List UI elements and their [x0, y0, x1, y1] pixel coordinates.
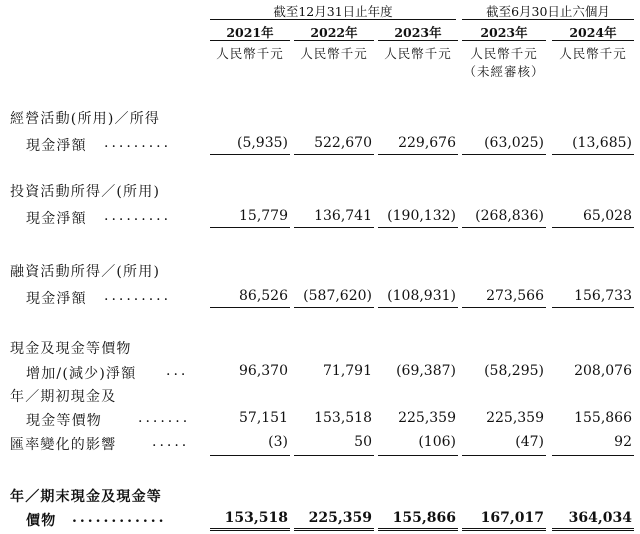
column-year-rule: [462, 40, 546, 41]
column-unit: 人民幣千元: [300, 46, 368, 61]
total-rule: [294, 154, 374, 155]
value-2023: (106): [418, 434, 456, 450]
total-rule: [378, 307, 458, 308]
value-2021: 96,370: [239, 363, 288, 379]
leader-dots: .........: [104, 135, 172, 151]
row-label-line2: 現金淨額: [26, 291, 87, 307]
row-label-line1: 融資活動所得／(所用): [10, 264, 161, 280]
value-2022: (587,620): [303, 288, 372, 304]
total-rule: [378, 227, 458, 228]
leader-dots: .....: [152, 434, 190, 450]
value-2023: (108,931): [387, 288, 456, 304]
group-title-six-months-rule: [462, 19, 634, 20]
total-rule: [552, 227, 634, 228]
leader-dots: ............: [72, 510, 167, 526]
value-2023: 229,676: [398, 135, 456, 151]
value-2023-h1: (58,295): [484, 363, 544, 379]
grand-total-rule: [462, 528, 546, 531]
value-2023-h1: (63,025): [484, 135, 544, 151]
leader-dots: .......: [138, 410, 191, 426]
value-2023-h1: 167,017: [480, 510, 544, 526]
total-rule: [210, 307, 290, 308]
total-rule: [210, 154, 290, 155]
leader-dots: .........: [104, 288, 172, 304]
value-2022: 153,518: [314, 410, 372, 426]
column-year: 2023年: [480, 25, 528, 40]
total-rule: [294, 455, 374, 456]
grand-total-rule: [378, 528, 458, 531]
value-2021: 15,779: [239, 208, 288, 224]
column-year: 2022年: [310, 25, 358, 40]
column-unit: 人民幣千元: [559, 46, 627, 61]
value-2021: 153,518: [224, 510, 288, 526]
total-rule: [552, 455, 634, 456]
total-rule: [462, 227, 546, 228]
value-2022: 136,741: [314, 208, 372, 224]
column-year: 2024年: [569, 25, 617, 40]
row-label-line2: 現金淨額: [26, 138, 87, 154]
total-rule: [294, 227, 374, 228]
grand-total-rule: [552, 528, 634, 531]
total-rule: [378, 455, 458, 456]
value-2024-h1: 208,076: [574, 363, 632, 379]
row-label-line2: 現金淨額: [26, 211, 87, 227]
value-2024-h1: (13,685): [572, 135, 632, 151]
total-rule: [294, 307, 374, 308]
row-label-line1: 投資活動所得／(所用): [10, 184, 161, 200]
value-2024-h1: 92: [614, 434, 632, 450]
value-2024-h1: 65,028: [583, 208, 632, 224]
row-label-line1: 年／期初現金及: [10, 389, 117, 405]
value-2023-h1: (47): [515, 434, 544, 450]
row-label-line1: 匯率變化的影響: [10, 437, 117, 453]
total-rule: [210, 227, 290, 228]
row-label-line1: 經營活動(所用)／所得: [10, 111, 161, 127]
leader-dots: .........: [104, 208, 172, 224]
total-rule: [552, 154, 634, 155]
column-year-rule: [294, 40, 374, 41]
value-2021: 86,526: [239, 288, 288, 304]
row-label-line1: 現金及現金等價物: [10, 341, 132, 357]
value-2021: (3): [268, 434, 288, 450]
total-rule: [462, 307, 546, 308]
total-rule: [552, 307, 634, 308]
group-title-six-months: 截至6月30日止六個月: [486, 4, 610, 19]
value-2023: 225,359: [398, 410, 456, 426]
column-unit: 人民幣千元: [384, 46, 452, 61]
total-rule: [210, 455, 290, 456]
value-2024-h1: 155,866: [574, 410, 632, 426]
grand-total-rule: [210, 528, 290, 531]
value-2022: 50: [354, 434, 372, 450]
row-label-line1: 年／期末現金及現金等: [10, 489, 162, 505]
total-rule: [462, 455, 546, 456]
value-2023-h1: 225,359: [486, 410, 544, 426]
total-rule: [378, 154, 458, 155]
value-2021: (5,935): [236, 135, 288, 151]
value-2022: 71,791: [323, 363, 372, 379]
column-year-rule: [378, 40, 458, 41]
column-year-rule: [210, 40, 290, 41]
group-title-full-year-rule: [210, 19, 456, 20]
value-2024-h1: 156,733: [574, 288, 632, 304]
unaudited-note: （未經審核）: [463, 64, 545, 79]
column-year: 2023年: [394, 25, 442, 40]
group-title-full-year: 截至12月31日止年度: [273, 4, 393, 19]
total-rule: [462, 154, 546, 155]
grand-total-rule: [294, 528, 374, 531]
value-2021: 57,151: [239, 410, 288, 426]
column-year-rule: [552, 40, 634, 41]
column-unit: 人民幣千元: [216, 46, 284, 61]
leader-dots: ...: [166, 363, 189, 379]
value-2024-h1: 364,034: [568, 510, 632, 526]
column-unit: 人民幣千元: [470, 46, 538, 61]
value-2023-h1: (268,836): [475, 208, 544, 224]
value-2023-h1: 273,566: [486, 288, 544, 304]
row-label-line2: 價物: [26, 513, 57, 529]
value-2023: 155,866: [392, 510, 456, 526]
value-2023: (69,387): [396, 363, 456, 379]
value-2022: 225,359: [308, 510, 372, 526]
row-label-line2: 現金等價物: [26, 413, 102, 429]
row-label-line2: 增加/(減少)淨額: [26, 366, 137, 382]
value-2023: (190,132): [387, 208, 456, 224]
column-year: 2021年: [226, 25, 274, 40]
value-2022: 522,670: [314, 135, 372, 151]
